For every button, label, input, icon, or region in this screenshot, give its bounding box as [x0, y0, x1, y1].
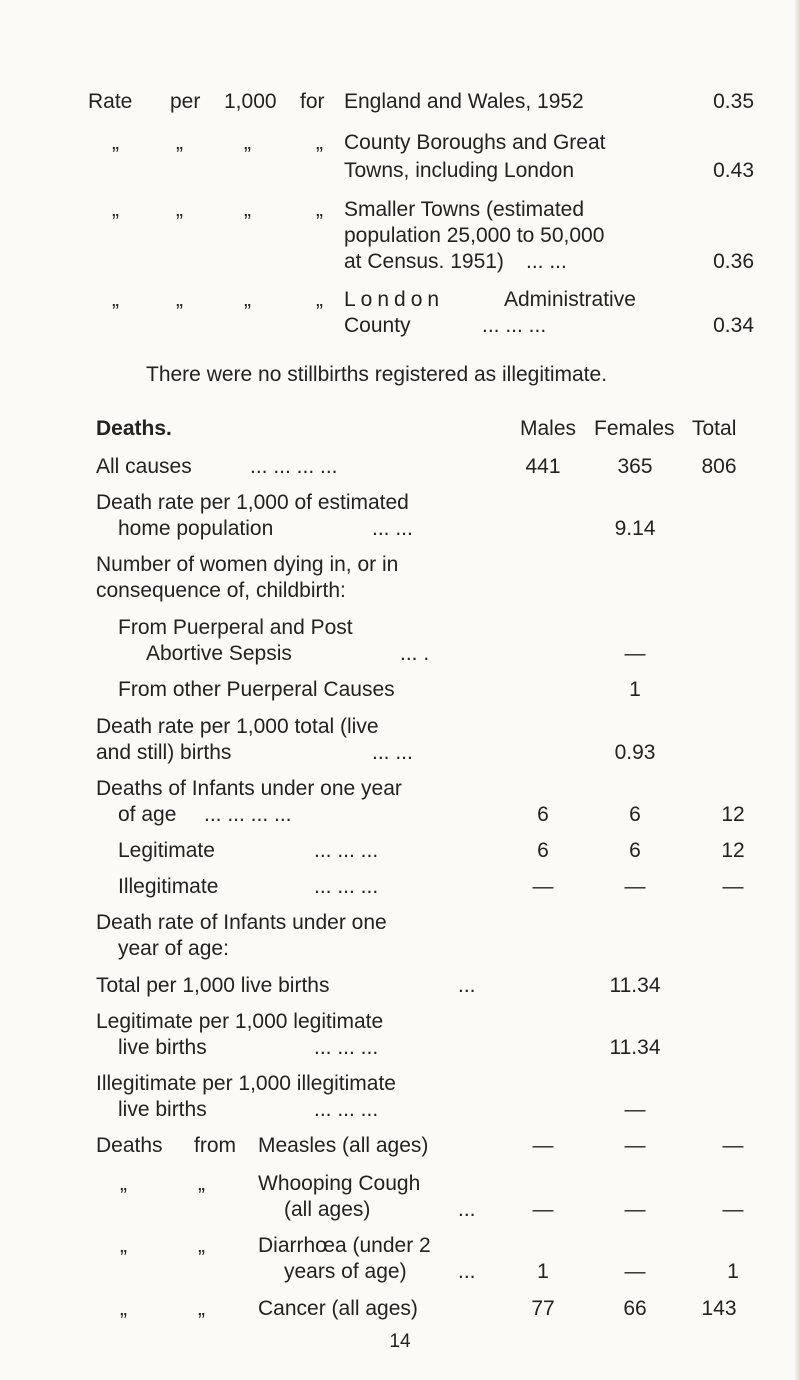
ditto-mark: „ [244, 198, 251, 221]
england-wales-label: England and Wales, 1952 [344, 90, 584, 113]
page-edge-shadow [794, 0, 800, 1380]
leader-dots: ... ... ... ... [204, 803, 292, 826]
ditto-mark: „ [198, 1234, 205, 1257]
ditto-mark: „ [112, 288, 119, 311]
county-boroughs-line2: Towns, including London [344, 159, 574, 182]
diarrhoea-males: 1 [537, 1260, 549, 1283]
all-causes-males: 441 [525, 455, 561, 478]
ditto-mark: „ [176, 288, 183, 311]
cancer-females: 66 [623, 1297, 647, 1320]
col-header-total: Total [692, 417, 737, 440]
cancer-males: 77 [531, 1297, 555, 1320]
administrative-label: Administrative [504, 288, 636, 311]
leader-dots: ... [458, 974, 476, 997]
leader-dots: ... [458, 1260, 476, 1283]
london-value: 0.34 [713, 314, 754, 337]
leader-dots: ... . [400, 642, 430, 665]
leader-dots: ... ... ... [482, 314, 547, 337]
ditto-mark: „ [244, 288, 251, 311]
rate-total-births-value: 0.93 [614, 741, 656, 764]
total-per-1000-label: Total per 1,000 live births [96, 974, 330, 997]
county-label: County [344, 314, 411, 337]
county-boroughs-value: 0.43 [713, 159, 754, 182]
all-causes-females: 365 [617, 455, 653, 478]
whooping-females: — [624, 1198, 646, 1221]
whooping-line1: Whooping Cough [258, 1172, 421, 1195]
stillbirths-note: There were no stillbirths registered as illegitimate. [146, 363, 608, 386]
measles-total: — [722, 1134, 744, 1157]
infants-line2: of age [118, 803, 177, 826]
infant-rate-line1: Death rate of Infants under one [96, 911, 387, 934]
infants-total: 12 [721, 803, 745, 826]
ditto-mark: „ [244, 131, 251, 154]
illegit-per-1000-line1: Illegitimate per 1,000 illegitimate [96, 1072, 396, 1095]
illegit-per-1000-line2: live births [118, 1098, 207, 1121]
total-per-1000-value: 11.34 [609, 974, 661, 997]
ditto-mark: „ [112, 198, 119, 221]
rate-word: Rate [88, 90, 133, 113]
ditto-mark: „ [316, 198, 323, 221]
leader-dots: ... ... [526, 250, 567, 273]
leader-dots: ... ... ... ... [250, 455, 338, 478]
ditto-mark: „ [176, 131, 183, 154]
ditto-mark: „ [316, 288, 323, 311]
legitimate-males: 6 [537, 839, 549, 862]
leader-dots: ... ... ... [314, 1098, 379, 1121]
infants-line1: Deaths of Infants under one year [96, 777, 402, 800]
illegitimate-label: Illegitimate [118, 875, 219, 898]
diarrhoea-females: — [624, 1260, 646, 1283]
illegitimate-males: — [532, 875, 554, 898]
legitimate-label: Legitimate [118, 839, 215, 862]
measles-females: — [624, 1134, 646, 1157]
whooping-males: — [532, 1198, 554, 1221]
legitimate-total: 12 [721, 839, 745, 862]
smaller-towns-value: 0.36 [713, 250, 754, 273]
legit-per-1000-line1: Legitimate per 1,000 legitimate [96, 1010, 384, 1033]
diarrhoea-line1: Diarrhœa (under 2 [258, 1234, 431, 1257]
smaller-towns-line1: Smaller Towns (estimated [344, 198, 585, 221]
ditto-mark: „ [198, 1297, 205, 1320]
cancer-label: Cancer (all ages) [258, 1297, 418, 1320]
ditto-mark: „ [120, 1234, 127, 1257]
ditto-mark: „ [316, 131, 323, 154]
measles-males: — [532, 1134, 554, 1157]
london-label: London [344, 288, 445, 311]
leader-dots: ... ... [372, 517, 413, 540]
from-word: from [194, 1134, 236, 1157]
ditto-mark: „ [112, 131, 119, 154]
death-rate-line1: Death rate per 1,000 of estimated [96, 491, 409, 514]
other-puerperal-label: From other Puerperal Causes [118, 678, 395, 701]
diarrhoea-line2: years of age) [284, 1260, 407, 1283]
women-dying-line2: consequence of, childbirth: [96, 579, 346, 602]
smaller-towns-line3: at Census. 1951) [344, 250, 504, 273]
legitimate-females: 6 [629, 839, 641, 862]
england-wales-value: 0.35 [713, 90, 754, 113]
county-boroughs-line1: County Boroughs and Great [344, 131, 606, 154]
leader-dots: ... [458, 1198, 476, 1221]
leader-dots: ... ... ... [314, 1036, 379, 1059]
whooping-line2: (all ages) [284, 1198, 371, 1221]
all-causes-total: 806 [701, 455, 737, 478]
leader-dots: ... ... [372, 741, 413, 764]
deaths-word: Deaths [96, 1134, 163, 1157]
leader-dots: ... ... ... [314, 839, 379, 862]
infants-males: 6 [537, 803, 549, 826]
all-causes-label: All causes [96, 455, 192, 478]
puerperal-sepsis-line1: From Puerperal and Post [118, 616, 353, 639]
cancer-total: 143 [701, 1297, 737, 1320]
for-word: for [300, 90, 325, 113]
col-header-males: Males [520, 417, 577, 440]
page-number: 14 [389, 1331, 411, 1352]
deaths-heading: Deaths. [96, 417, 172, 440]
whooping-total: — [722, 1198, 744, 1221]
women-dying-line1: Number of women dying in, or in [96, 553, 399, 576]
measles-label: Measles (all ages) [258, 1134, 429, 1157]
ditto-mark: „ [120, 1172, 127, 1195]
puerperal-sepsis-line2: Abortive Sepsis [146, 642, 292, 665]
infants-females: 6 [629, 803, 641, 826]
rate-total-births-line2: and still) births [96, 741, 232, 764]
death-rate-line2: home population [118, 517, 274, 540]
ditto-mark: „ [120, 1297, 127, 1320]
leader-dots: ... ... ... [314, 875, 379, 898]
puerperal-sepsis-value: — [624, 642, 646, 665]
ditto-mark: „ [198, 1172, 205, 1195]
rate-total-births-line1: Death rate per 1,000 total (live [96, 715, 379, 738]
legit-per-1000-value: 11.34 [609, 1036, 661, 1059]
death-rate-value: 9.14 [614, 517, 656, 540]
thousand-word: 1,000 [224, 90, 277, 113]
legit-per-1000-line2: live births [118, 1036, 207, 1059]
illegit-per-1000-value: — [624, 1098, 646, 1121]
ditto-mark: „ [176, 198, 183, 221]
col-header-females: Females [594, 417, 675, 440]
illegitimate-total: — [722, 875, 744, 898]
per-word: per [170, 90, 201, 113]
other-puerperal-value: 1 [629, 678, 641, 701]
diarrhoea-total: 1 [727, 1260, 739, 1283]
illegitimate-females: — [624, 875, 646, 898]
smaller-towns-line2: population 25,000 to 50,000 [344, 224, 605, 247]
infant-rate-line2: year of age: [118, 937, 229, 960]
